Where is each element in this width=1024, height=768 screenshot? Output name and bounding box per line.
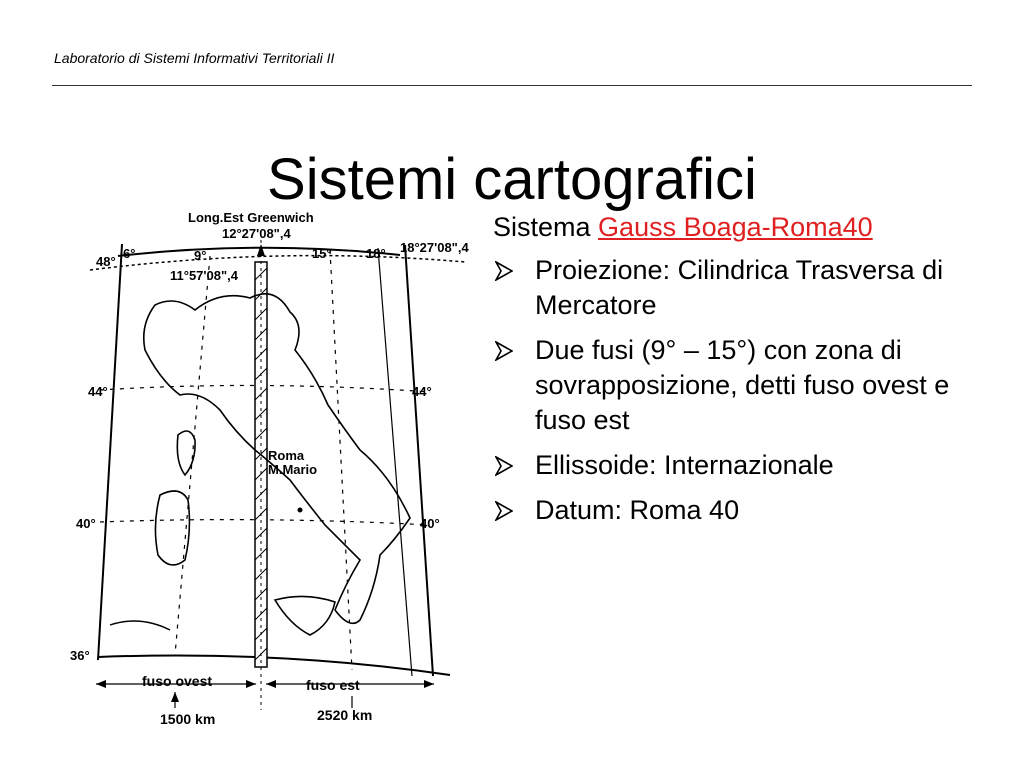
gauss-boaga-link[interactable]: Gauss Boaga-Roma40 xyxy=(598,212,873,242)
map-label-fuso-ovest: fuso ovest xyxy=(142,673,213,689)
map-figure xyxy=(60,200,480,736)
map-label-roma: Roma xyxy=(268,448,305,463)
system-intro-prefix: Sistema xyxy=(493,212,599,242)
header-divider xyxy=(52,85,972,86)
bullet-text: Datum: Roma 40 xyxy=(535,495,740,525)
map-label-lat-40-right: 40° xyxy=(420,516,440,531)
bullet-item-projection xyxy=(493,253,993,323)
map-label-monte-mario: M.Mario xyxy=(268,462,318,477)
map-label-lat-44-right: 44° xyxy=(412,384,432,399)
map-label-lat-36: 36° xyxy=(70,648,90,663)
map-label-central-longitude: 12°27'08",4 xyxy=(222,226,291,241)
italy-projection-map xyxy=(60,200,480,736)
arrow-bullet-icon xyxy=(495,341,513,361)
arrow-bullet-icon xyxy=(495,501,513,521)
map-label-lon-11: 11°57'08",4 xyxy=(170,268,238,283)
bullet-text: Due fusi (9° – 15°) con zona di sovrapposizione, detti fuso ovest e fuso est xyxy=(535,335,950,435)
map-label-lat-44-left: 44° xyxy=(88,384,108,399)
bullet-list xyxy=(493,253,993,528)
course-header: Laboratorio di Sistemi Informativi Territoriali II xyxy=(54,50,335,66)
map-label-fuso-est: fuso est xyxy=(306,677,360,693)
map-label-lon-18-value: 18°27'08",4 xyxy=(400,240,469,255)
map-label-lon-9: 9° xyxy=(194,248,207,263)
map-label-2520km: 2520 km xyxy=(317,707,373,723)
slide-title: Sistemi cartografici xyxy=(267,146,757,212)
map-label-lon-18: 18° xyxy=(366,246,386,261)
bullet-item-ellipsoid xyxy=(493,448,993,483)
slide-body xyxy=(493,210,993,538)
bullet-item-datum xyxy=(493,493,993,528)
bullet-text: Proiezione: Cilindrica Trasversa di Mercatore xyxy=(535,255,944,320)
map-label-long-est: Long.Est Greenwich xyxy=(188,210,314,225)
map-label-lon-6: 6° xyxy=(123,246,136,261)
map-label-lon-15: 15° xyxy=(312,246,332,261)
bullet-text: Ellissoide: Internazionale xyxy=(535,450,834,480)
system-intro xyxy=(493,210,993,245)
arrow-bullet-icon xyxy=(495,261,513,281)
map-label-lat-40-left: 40° xyxy=(76,516,96,531)
map-label-lat-48: 48° xyxy=(96,254,116,269)
map-label-1500km: 1500 km xyxy=(160,711,216,727)
bullet-item-zones xyxy=(493,333,993,438)
arrow-bullet-icon xyxy=(495,456,513,476)
